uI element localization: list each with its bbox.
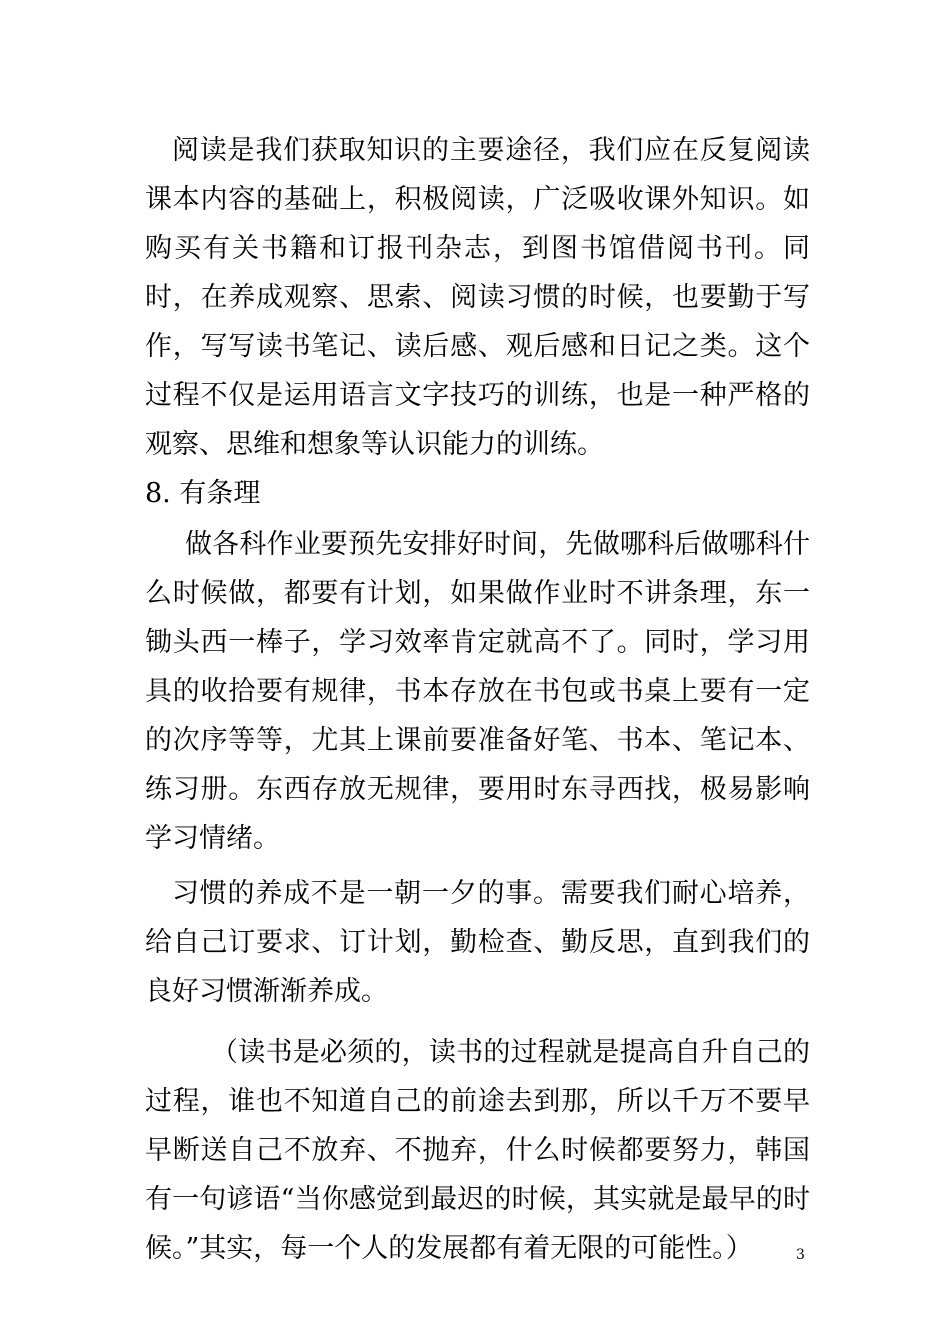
paragraph-organized: 做各科作业要预先安排好时间，先做哪科后做哪科什么时候做，都要有计划，如果做作业时不讲条理，东一锄头西一棒子，学习效率肯定就高不了。同时，学习用具的收拾要有规律，书本存放在书包或书桌上要有一定的次序等等，尤其上课前要准备好笔、书本、笔记本、练习册。东西存放无规律，要用时东寻西找，极易影响学习情绪。: [145, 529, 810, 854]
section-heading-organized: 8. 有条理: [145, 478, 261, 509]
paragraph-note: （读书是必须的，读书的过程就是提高自升自己的过程，谁也不知道自己的前途去到那，所以千万不要早早断送自己不放弃、不抛弃，什么时候都要努力，韩国有一句谚语“当你感觉到最迟的时候，其实就是最早的时候。”其实，每一个人的发展都有着无限的可能性。）: [145, 1037, 810, 1264]
page-body: [145, 126, 810, 1273]
page-number: 3: [796, 1247, 805, 1263]
paragraph-habits: 习惯的养成不是一朝一夕的事。需要我们耐心培养，给自己订要求、订计划，勤检查、勤反思，直到我们的良好习惯渐渐养成。: [145, 878, 810, 1007]
paragraph-reading: 阅读是我们获取知识的主要途径，我们应在反复阅读课本内容的基础上，积极阅读，广泛吸收课外知识。如购买有关书籍和订报刊杂志，到图书馆借阅书刊。同时，在养成观察、思索、阅读习惯的时候，也要勤于写作，写写读书笔记、读后感、观后感和日记之类。这个过程不仅是运用语言文字技巧的训练，也是一种严格的观察、思维和想象等认识能力的训练。: [145, 135, 810, 460]
